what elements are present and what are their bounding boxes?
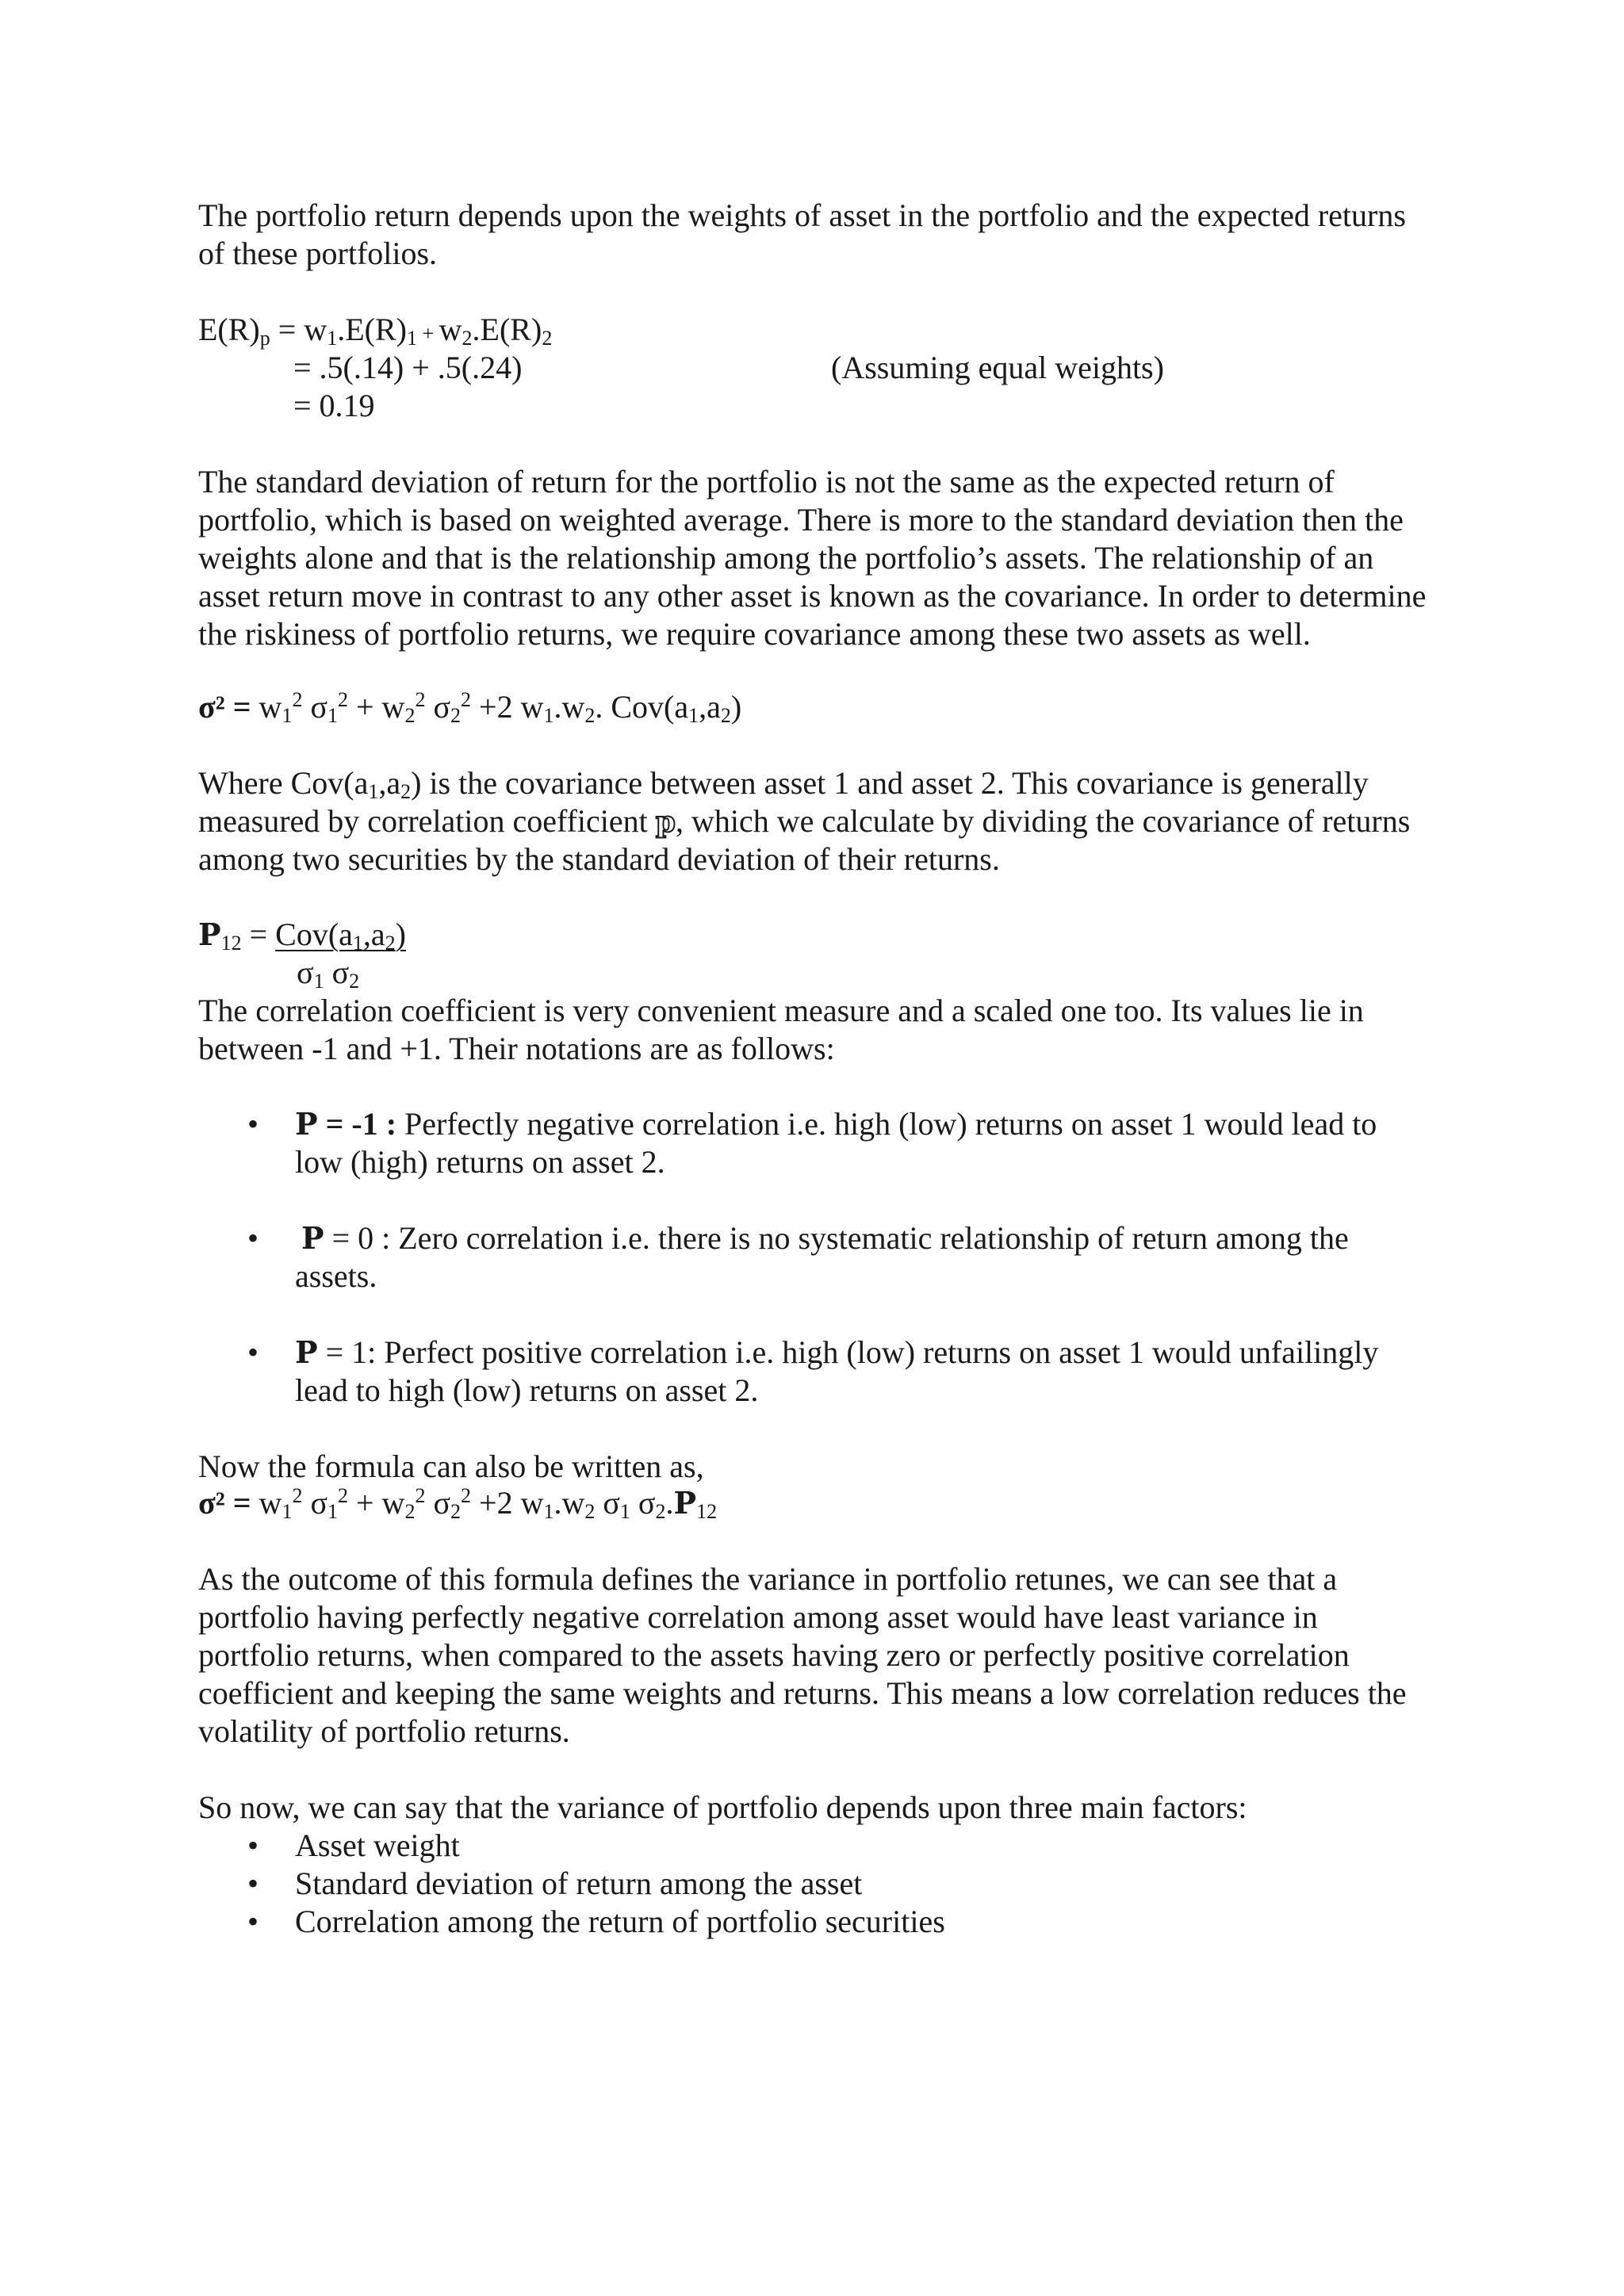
formula-sub: 2 — [584, 704, 596, 727]
formula-text: . — [665, 1485, 674, 1521]
expected-return-formula — [198, 311, 552, 353]
correlation-numerator — [275, 916, 406, 955]
bullet-glyph: • — [247, 1866, 259, 1901]
formula-text: ) — [395, 916, 406, 952]
formula-sub: 2 — [450, 704, 462, 727]
formula-sub: 2 — [720, 704, 731, 727]
formula-sub: 2 — [404, 704, 416, 727]
intro-line-2: of these portfolios. — [198, 235, 438, 271]
formula-text: σ — [630, 1485, 656, 1521]
formula-sub: 1 — [327, 1500, 338, 1523]
formula-sub: 2 — [542, 327, 553, 350]
bullet-item-positive — [295, 1334, 1378, 1372]
factor-item: Asset weight — [295, 1827, 460, 1863]
formula-text: .E(R) — [472, 312, 542, 347]
bullet-item-negative — [295, 1105, 1377, 1143]
formula-text: = — [241, 916, 276, 952]
bullet-item-negative-cont: low (high) returns on asset 2. — [295, 1144, 665, 1180]
formula-sub: 1 — [543, 704, 554, 727]
formula-text: = w — [270, 312, 327, 347]
formula-sub: 1 — [619, 1500, 630, 1523]
formula-sub: 1 — [543, 1500, 554, 1523]
formula-text: .w — [553, 1485, 585, 1521]
bullet-text: Perfect positive correlation i.e. high (low) returns on asset 1 would unfailingly — [376, 1334, 1379, 1370]
formula-text: + w — [348, 1485, 405, 1521]
formula-text: σ — [324, 955, 350, 990]
formula-text: .w — [553, 689, 585, 725]
bullet-glyph: • — [247, 1106, 259, 1142]
formula-sub: 2 — [400, 780, 412, 803]
formula-text: σ — [595, 1485, 620, 1521]
formula-sub: 2 — [404, 1500, 416, 1523]
rho-symbol: p — [655, 806, 676, 839]
rho-symbol: P — [301, 1220, 324, 1256]
outcome-paragraph-line: As the outcome of this formula defines the variance in portfolio retunes, we can see that a — [198, 1561, 1338, 1597]
where-paragraph-line-3: among two securities by the standard deviation of their returns. — [198, 841, 1000, 877]
factors-intro: So now, we can say that the variance of portfolio depends upon three main factors: — [198, 1789, 1247, 1825]
sd-paragraph-line: weights alone and that is the relationship among the portfolio’s assets. The relationship of an — [198, 540, 1374, 576]
expected-return-step-3: = 0.19 — [293, 388, 375, 423]
formula-sub: 2 — [349, 970, 360, 993]
formula-sup: 2 — [461, 688, 472, 711]
paragraph-text: ) is the covariance between asset 1 and asset 2. This covariance is generally — [411, 765, 1369, 801]
formula-sup: 2 — [292, 688, 303, 711]
formula-text: σ — [302, 689, 327, 725]
formula-sub: 2 — [584, 1500, 596, 1523]
formula-sub: 1 — [368, 780, 379, 803]
formula-text: Cov(a — [275, 916, 353, 952]
corr-paragraph-line: The correlation coefficient is very convenient measure and a scaled one too. Its values lie in — [198, 993, 1364, 1028]
where-paragraph-line-2 — [198, 802, 1410, 841]
formula-sub: 2 — [655, 1500, 666, 1523]
sigma-squared: σ² = — [198, 689, 251, 725]
sd-paragraph-line: the riskiness of portfolio returns, we require covariance among these two assets as well. — [198, 616, 1311, 652]
formula-sub: 1 — [313, 970, 324, 993]
formula-sup: 2 — [461, 1484, 472, 1507]
formula-text: w — [251, 1485, 282, 1521]
formula-text: E(R) — [198, 312, 260, 347]
formula-sub: 12 — [220, 932, 242, 955]
bullet-item-positive-cont: lead to high (low) returns on asset 2. — [295, 1372, 759, 1408]
bullet-label: = 0 : — [324, 1220, 391, 1256]
formula-text: w — [439, 312, 462, 347]
paragraph-text: Where Cov(a — [198, 765, 369, 801]
outcome-paragraph-line: portfolio returns, when compared to the assets having zero or perfectly positive correlation — [198, 1637, 1350, 1673]
paragraph-text: ,a — [378, 765, 401, 801]
outcome-paragraph-line: volatility of portfolio returns. — [198, 1713, 570, 1749]
formula-sup: 2 — [292, 1484, 303, 1507]
formula-sub: 1 — [282, 704, 293, 727]
formula-text: σ — [425, 1485, 451, 1521]
formula-sup: 2 — [415, 688, 426, 711]
bullet-text: Perfectly negative correlation i.e. high (low) returns on asset 1 would lead to — [396, 1106, 1377, 1142]
formula-sub: 1 — [688, 704, 699, 727]
formula-text: σ — [425, 689, 451, 725]
bullet-label: = 1: — [317, 1334, 377, 1370]
formula-text: σ — [302, 1485, 327, 1521]
now-formula-intro: Now the formula can also be written as, — [198, 1448, 704, 1484]
formula-sub: 2 — [450, 1500, 462, 1523]
paragraph-text: measured by correlation coefficient — [198, 803, 648, 839]
formula-text: + w — [348, 689, 405, 725]
formula-text: +2 w — [471, 1485, 544, 1521]
formula-text: ,a — [362, 916, 385, 952]
outcome-paragraph-line: portfolio having perfectly negative correlation among asset would have least variance in — [198, 1599, 1318, 1635]
corr-paragraph-line: between -1 and +1. Their notations are as follows: — [198, 1031, 835, 1066]
formula-sub: 1 — [327, 704, 338, 727]
factor-item: Correlation among the return of portfolio securities — [295, 1904, 945, 1939]
formula-text: +2 w — [471, 689, 544, 725]
correlation-formula — [198, 916, 406, 954]
formula-sup: 2 — [338, 688, 348, 711]
formula-text: ,a — [699, 689, 721, 725]
bullet-glyph: • — [247, 1904, 259, 1939]
formula-sub: 12 — [696, 1500, 718, 1523]
formula-text: .E(R) — [337, 312, 407, 347]
formula-sub: p — [259, 327, 270, 350]
formula-text: + — [416, 322, 439, 345]
formula-sub: 1 — [352, 932, 363, 955]
sd-paragraph-line: portfolio, which is based on weighted average. There is more to the standard deviation then the — [198, 502, 1404, 538]
formula-sup: 2 — [415, 1484, 426, 1507]
sd-paragraph-line: asset return move in contrast to any other asset is known as the covariance. In order to determine — [198, 578, 1427, 614]
bullet-text: Zero correlation i.e. there is no systematic relationship of return among the — [390, 1220, 1349, 1256]
bullet-glyph: • — [247, 1827, 259, 1863]
formula-text: σ — [297, 955, 314, 990]
bullet-item-zero-cont: assets. — [295, 1258, 377, 1294]
formula-text: ) — [730, 689, 742, 725]
sigma-squared: σ² = — [198, 1485, 251, 1521]
equal-weights-note: (Assuming equal weights) — [831, 350, 1164, 385]
bullet-glyph: • — [247, 1220, 259, 1256]
correlation-denominator — [297, 954, 359, 992]
bullet-item-zero — [301, 1219, 1349, 1257]
formula-sub: 1 — [327, 327, 338, 350]
rho-symbol: P — [295, 1106, 318, 1142]
rho-symbol: P — [673, 1485, 697, 1521]
bullet-label: = -1 : — [317, 1106, 397, 1142]
rho-symbol: P — [295, 1334, 318, 1370]
expected-return-step-2: = .5(.14) + .5(.24) — [293, 350, 523, 385]
variance-formula-with-rho — [198, 1484, 717, 1522]
variance-formula — [198, 688, 741, 726]
formula-sup: 2 — [338, 1484, 348, 1507]
bullet-glyph: • — [247, 1334, 259, 1370]
formula-sub: 1 — [282, 1500, 293, 1523]
formula-sub: 1 — [406, 327, 417, 350]
outcome-paragraph-line: coefficient and keeping the same weights and returns. This means a low correlation reduces the — [198, 1675, 1407, 1711]
where-paragraph-line-1 — [198, 764, 1369, 802]
factor-item: Standard deviation of return among the asset — [295, 1866, 863, 1901]
intro-line-1: The portfolio return depends upon the weights of asset in the portfolio and the expected returns — [198, 197, 1406, 233]
formula-sub: 2 — [385, 932, 396, 955]
sd-paragraph-line: The standard deviation of return for the portfolio is not the same as the expected return of — [198, 464, 1335, 499]
rho-symbol: P — [198, 916, 221, 952]
formula-text: w — [251, 689, 282, 725]
formula-text: . Cov(a — [595, 689, 689, 725]
paragraph-text: , which we calculate by dividing the covariance of returns — [675, 803, 1411, 839]
formula-sub: 2 — [462, 327, 473, 350]
